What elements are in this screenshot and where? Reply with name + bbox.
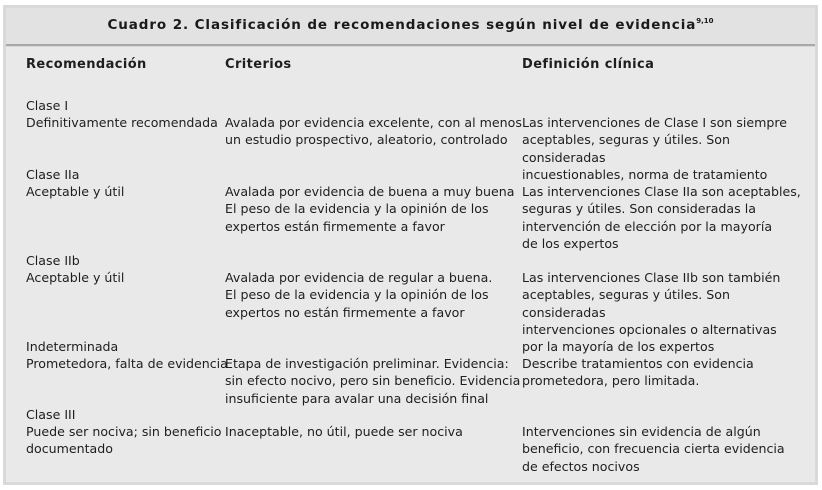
header-recomendacion: Recomendación xyxy=(26,57,147,72)
row-recomendacion: Puede ser nociva; sin beneficio documentado xyxy=(26,424,222,457)
table-title-refs: 9,10 xyxy=(696,17,714,25)
row-criterios: Avalada por evidencia de regular a buena. El peso de la evidencia y la opinión de los expertos no están firmemente a favor xyxy=(225,270,493,320)
table-frame xyxy=(3,5,818,485)
table-body xyxy=(6,47,815,482)
header-criterios: Criterios xyxy=(225,57,292,72)
row-definicion: Las intervenciones Clase IIa son aceptables, seguras y útiles. Son consideradas la intervención de elección por la mayoría de los expertos xyxy=(522,184,801,251)
row-definicion: Intervenciones sin evidencia de algún beneficio, con frecuencia cierta evidencia de efectos nocivos xyxy=(522,424,785,474)
row-class-label: Clase III xyxy=(26,407,76,422)
row-criterios: Avalada por evidencia excelente, con al menos un estudio prospectivo, aleatorio, controlado xyxy=(225,115,522,148)
row-criterios: Inaceptable, no útil, puede ser nociva xyxy=(225,424,463,439)
row-recomendacion: Aceptable y útil xyxy=(26,184,125,199)
row-recomendacion: Aceptable y útil xyxy=(26,270,125,285)
row-class-label: Indeterminada xyxy=(26,339,119,354)
row-criterios: Avalada por evidencia de buena a muy buena El peso de la evidencia y la opinión de los expertos están firmemente a favor xyxy=(225,184,515,234)
row-definicion: Las intervenciones Clase IIb son también aceptables, seguras y útiles. Son consideradas intervenciones opcionales o alternativas por la mayoría de los expertos xyxy=(522,270,781,355)
row-class-label: Clase IIb xyxy=(26,253,80,268)
table-title xyxy=(107,17,713,33)
table-title-text: Cuadro 2. Clasificación de recomendaciones según nivel de evidencia xyxy=(107,17,697,33)
table-title-bar xyxy=(6,8,815,46)
row-definicion: Describe tratamientos con evidencia prometedora, pero limitada. xyxy=(522,356,754,389)
row-recomendacion: Definitivamente recomendada xyxy=(26,115,218,130)
header-definicion: Definición clínica xyxy=(522,57,655,72)
row-recomendacion: Prometedora, falta de evidencia xyxy=(26,356,228,371)
row-criterios: Etapa de investigación preliminar. Evidencia: sin efecto nocivo, pero sin beneficio. Evidencia insuficiente para avalar una decisión final xyxy=(225,356,521,406)
row-class-label: Clase IIa xyxy=(26,167,80,182)
row-class-label: Clase I xyxy=(26,98,69,113)
row-definicion: Las intervenciones de Clase I son siempre aceptables, seguras y útiles. Son consideradas incuestionables, norma de tratamiento xyxy=(522,115,788,182)
